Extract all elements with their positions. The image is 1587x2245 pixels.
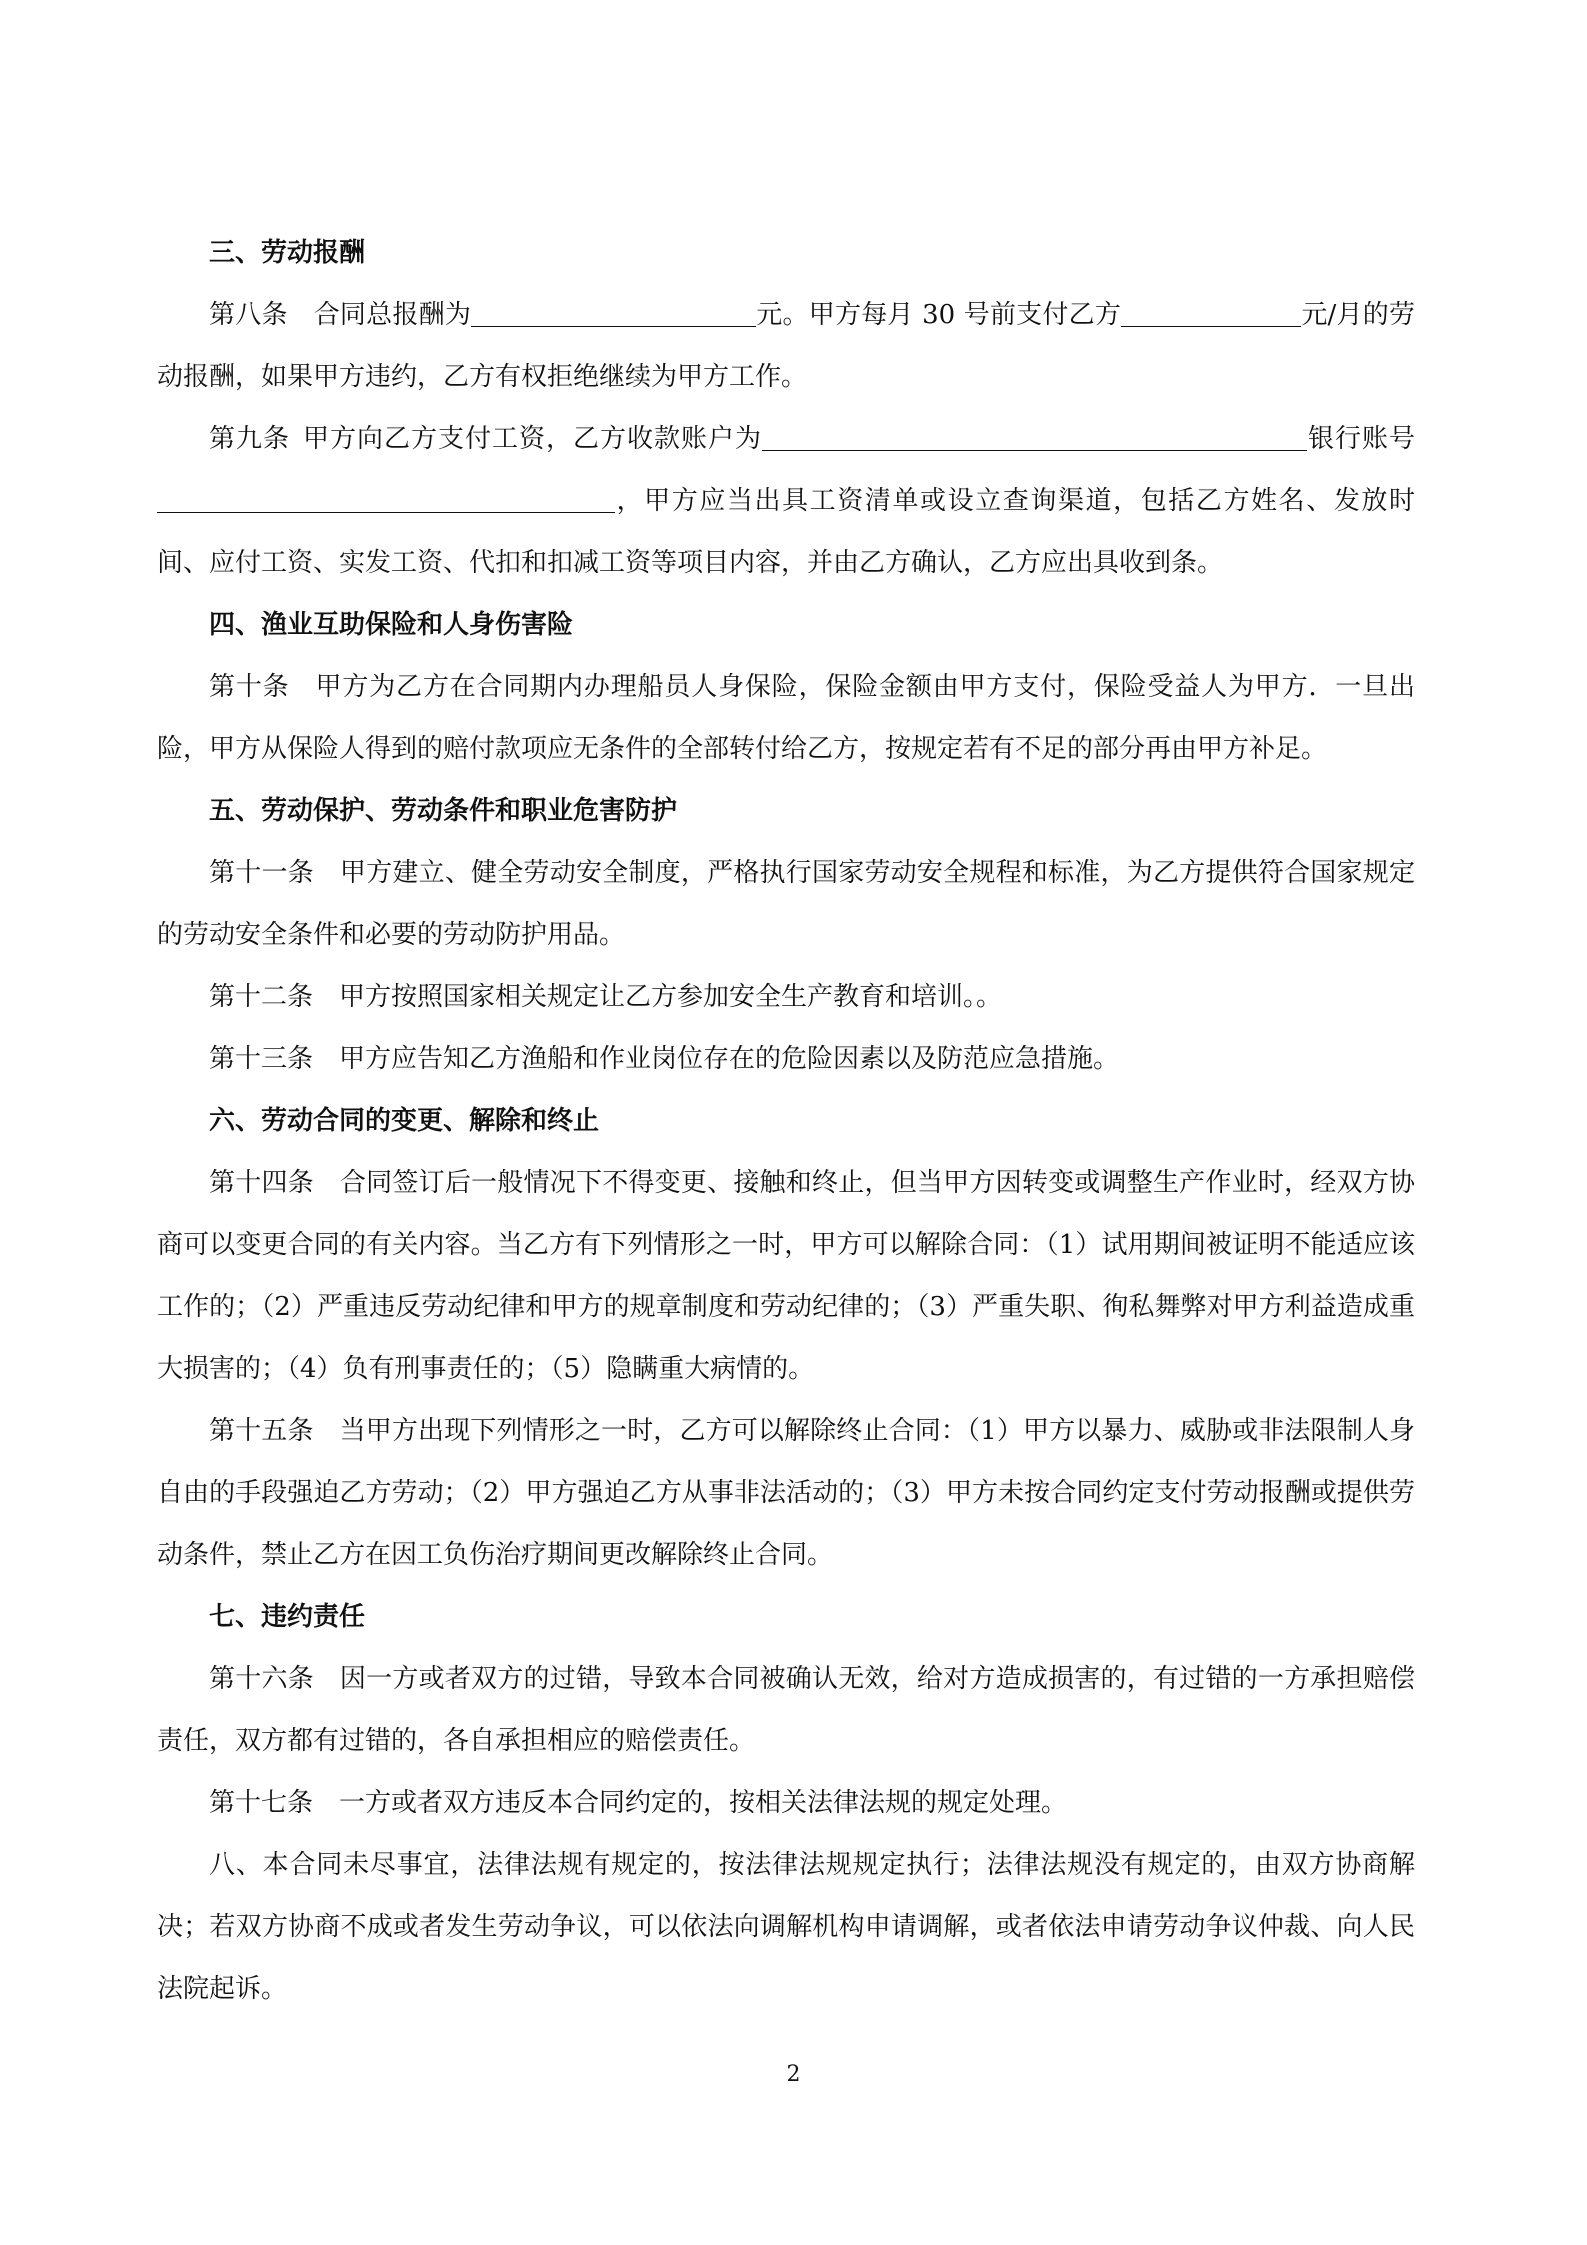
article-text: 元。甲方每月 30 号前支付乙方 xyxy=(756,300,1122,330)
article-11 xyxy=(157,842,1415,966)
article-text: 合同签订后一般情况下不得变更、接触和终止，但当甲方因转变或调整生产作业时，经双方协商可以变更合同的有关内容。当乙方有下列情形之一时，甲方可以解除合同：（1）试用期间被证明不能适应该工作的；（2）严重违反劳动纪律和甲方的规章制度和劳动纪律的；（3）严重失职、徇私舞弊对甲方利益造成重大损害的；（4）负有刑事责任的；（5）隐瞒重大病情的。 xyxy=(157,1168,1415,1384)
article-text: 元/月的劳动报酬，如果甲方违约，乙方有权拒绝继续为甲方工作。 xyxy=(157,300,1415,392)
blank-bank-name[interactable] xyxy=(762,424,1307,451)
article-14 xyxy=(157,1152,1415,1400)
article-13 xyxy=(157,1028,1415,1090)
article-number: 第十六条 xyxy=(209,1664,314,1694)
article-number: 第十条 xyxy=(209,672,290,702)
article-number: 第八条 xyxy=(209,300,288,330)
article-number: 第十二条 xyxy=(209,982,314,1012)
section-heading-remuneration: 三、劳动报酬 xyxy=(209,238,366,268)
article-number: 第十三条 xyxy=(209,1044,314,1074)
article-number: 第十五条 xyxy=(209,1416,314,1446)
blank-total-remuneration[interactable] xyxy=(471,300,756,327)
section-heading-liability: 七、违约责任 xyxy=(209,1602,366,1632)
article-17 xyxy=(157,1772,1415,1834)
article-number: 第十四条 xyxy=(209,1168,314,1198)
article-text: 甲方为乙方在合同期内办理船员人身保险，保险金额由甲方支付，保险受益人为甲方．一旦出险，甲方从保险人得到的赔付款项应无条件的全部转付给乙方，按规定若有不足的部分再由甲方补足。 xyxy=(157,672,1415,764)
article-text: 银行账号 xyxy=(1306,424,1415,454)
article-number: 第十一条 xyxy=(209,858,314,888)
article-text: 甲方向乙方支付工资，乙方收款账户为 xyxy=(303,424,762,454)
section-heading-insurance: 四、渔业互助保险和人身伤害险 xyxy=(209,610,574,640)
article-10 xyxy=(157,656,1415,780)
article-number: 第十七条 xyxy=(209,1788,314,1818)
article-9 xyxy=(157,408,1415,594)
section-8-paragraph: 八、本合同未尽事宜，法律法规有规定的，按法律法规规定执行；法律法规没有规定的，由双方协商解决；若双方协商不成或者发生劳动争议，可以依法向调解机构申请调解，或者依法申请劳动争议仲裁、向人民法院起诉。 xyxy=(157,1850,1415,2004)
article-text: 合同总报酬为 xyxy=(313,300,472,330)
section-heading-protection: 五、劳动保护、劳动条件和职业危害防护 xyxy=(209,796,678,826)
blank-monthly-amount[interactable] xyxy=(1121,300,1301,327)
section-heading-change-termination: 六、劳动合同的变更、解除和终止 xyxy=(209,1106,600,1136)
article-8 xyxy=(157,284,1415,408)
article-text: 甲方应告知乙方渔船和作业岗位存在的危险因素以及防范应急措施。 xyxy=(339,1044,1120,1074)
article-text: 因一方或者双方的过错，导致本合同被确认无效，给对方造成损害的，有过错的一方承担赔偿责任，双方都有过错的，各自承担相应的赔偿责任。 xyxy=(157,1664,1415,1756)
article-number: 第九条 xyxy=(209,424,290,454)
article-text: 一方或者双方违反本合同约定的，按相关法律法规的规定处理。 xyxy=(339,1788,1068,1818)
blank-account-number[interactable] xyxy=(157,486,615,513)
article-text: 当甲方出现下列情形之一时，乙方可以解除终止合同：（1）甲方以暴力、威胁或非法限制人身自由的手段强迫乙方劳动；（2）甲方强迫乙方从事非法活动的；（3）甲方未按合同约定支付劳动报酬或提供劳动条件，禁止乙方在因工负伤治疗期间更改解除终止合同。 xyxy=(157,1416,1415,1570)
article-16 xyxy=(157,1648,1415,1772)
article-12 xyxy=(157,966,1415,1028)
article-15 xyxy=(157,1400,1415,1586)
article-text: 甲方按照国家相关规定让乙方参加安全生产教育和培训。。 xyxy=(339,982,1003,1012)
page-number: 2 xyxy=(786,2062,801,2087)
article-text: ，甲方应当出具工资清单或设立查询渠道，包括乙方姓名、发放时间、应付工资、实发工资、代扣和扣减工资等项目内容，并由乙方确认，乙方应出具收到条。 xyxy=(157,486,1415,578)
article-text: 甲方建立、健全劳动安全制度，严格执行国家劳动安全规程和标准，为乙方提供符合国家规定的劳动安全条件和必要的劳动防护用品。 xyxy=(157,858,1415,950)
